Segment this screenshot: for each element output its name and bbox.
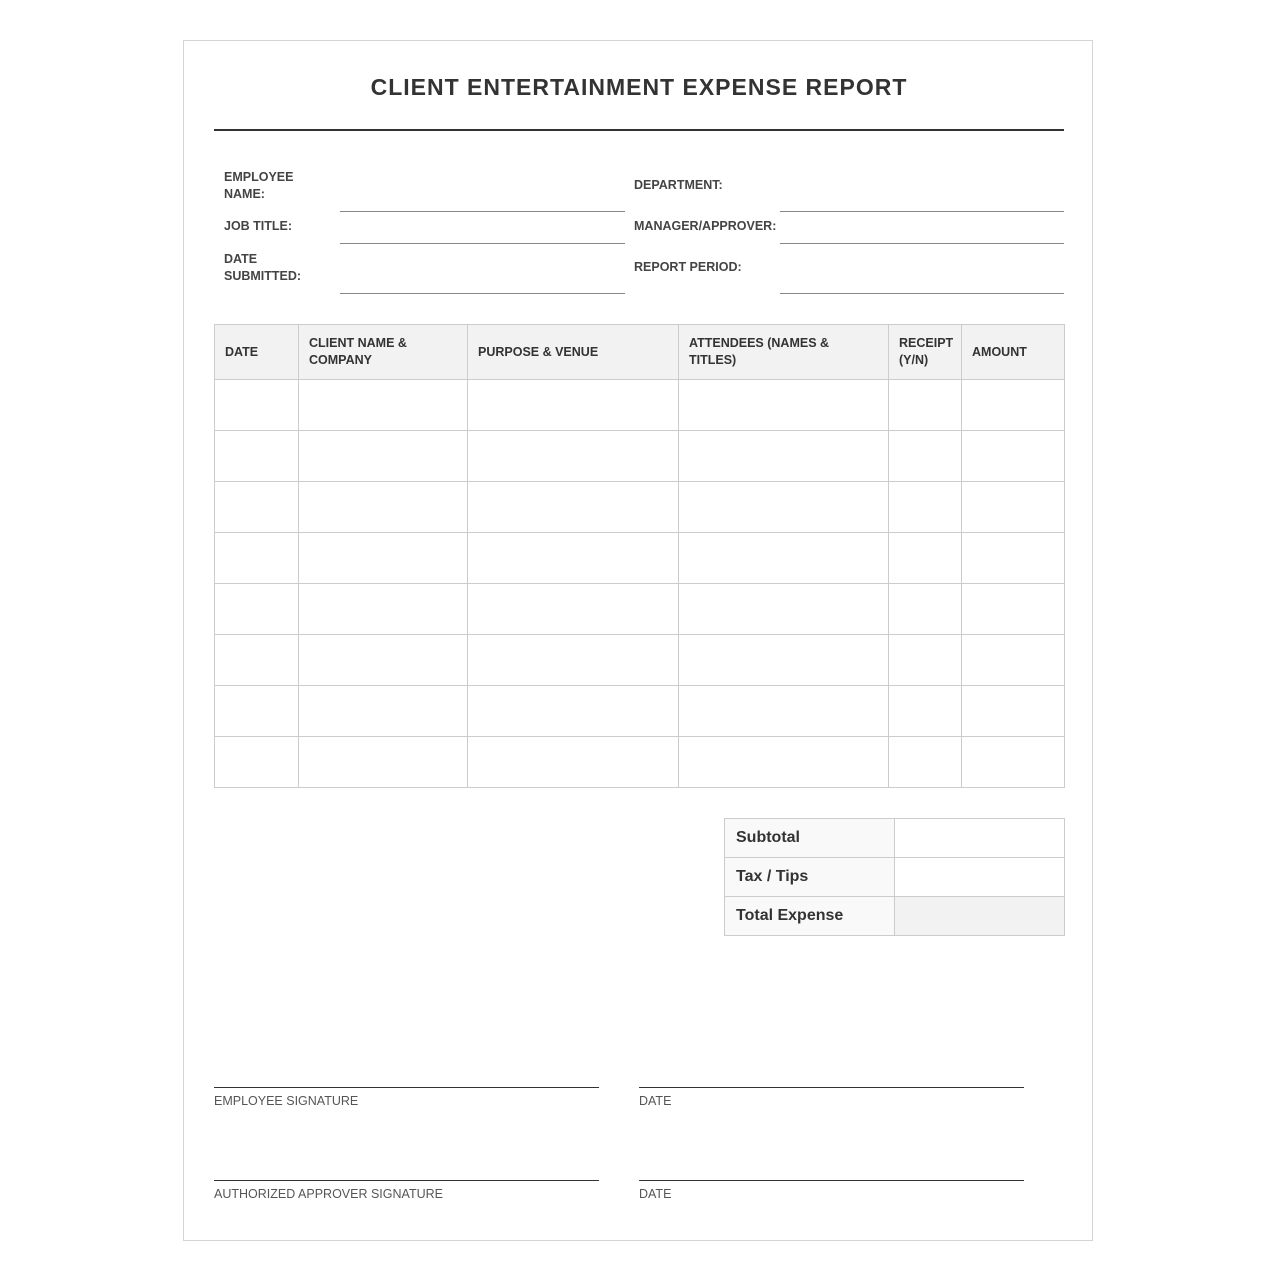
attendees-cell[interactable]	[679, 380, 889, 431]
receipt-cell[interactable]	[889, 431, 962, 482]
column-header-amount: AMOUNT	[962, 325, 1065, 380]
table-row	[215, 431, 1065, 482]
expense-report-page	[183, 40, 1093, 1241]
manager-approver-field[interactable]	[780, 243, 1064, 244]
purpose-cell[interactable]	[468, 482, 679, 533]
tax-tips-label: Tax / Tips	[725, 858, 895, 897]
employee-name-field[interactable]	[340, 211, 625, 212]
receipt-cell[interactable]	[889, 635, 962, 686]
approver-date-label: DATE	[639, 1187, 672, 1201]
amount-cell[interactable]	[962, 431, 1065, 482]
date-submitted-field[interactable]	[340, 293, 625, 294]
client-cell[interactable]	[299, 737, 468, 788]
column-header-date: DATE	[215, 325, 299, 380]
date-cell[interactable]	[215, 380, 299, 431]
amount-cell[interactable]	[962, 635, 1065, 686]
totals-table	[724, 818, 1065, 936]
date-cell[interactable]	[215, 686, 299, 737]
title-divider	[214, 129, 1064, 131]
date-cell[interactable]	[215, 635, 299, 686]
receipt-cell[interactable]	[889, 737, 962, 788]
table-row	[215, 533, 1065, 584]
client-cell[interactable]	[299, 380, 468, 431]
employee-name-label: EMPLOYEE NAME:	[224, 170, 294, 201]
table-row	[215, 584, 1065, 635]
receipt-cell[interactable]	[889, 686, 962, 737]
client-cell[interactable]	[299, 431, 468, 482]
attendees-cell[interactable]	[679, 686, 889, 737]
employee-signature-line[interactable]	[214, 1087, 599, 1088]
job-title-field[interactable]	[340, 243, 625, 244]
tax-tips-value[interactable]	[895, 858, 1065, 897]
employee-signature-label: EMPLOYEE SIGNATURE	[214, 1094, 359, 1108]
manager-approver-label: MANAGER/APPROVER:	[634, 219, 777, 233]
table-row	[215, 635, 1065, 686]
purpose-cell[interactable]	[468, 584, 679, 635]
purpose-cell[interactable]	[468, 737, 679, 788]
subtotal-value[interactable]	[895, 819, 1065, 858]
receipt-cell[interactable]	[889, 584, 962, 635]
table-row	[215, 380, 1065, 431]
date-submitted-label: DATE SUBMITTED:	[224, 252, 302, 283]
department-label: DEPARTMENT:	[634, 178, 723, 192]
amount-cell[interactable]	[962, 533, 1065, 584]
amount-cell[interactable]	[962, 380, 1065, 431]
tax-tips-row	[725, 858, 1065, 897]
department-field[interactable]	[780, 211, 1064, 212]
purpose-cell[interactable]	[468, 431, 679, 482]
purpose-cell[interactable]	[468, 533, 679, 584]
employee-date-label: DATE	[639, 1094, 672, 1108]
attendees-cell[interactable]	[679, 737, 889, 788]
expense-table	[214, 324, 1065, 788]
column-header-purpose: PURPOSE & VENUE	[468, 325, 679, 380]
page-title: CLIENT ENTERTAINMENT EXPENSE REPORT	[370, 74, 908, 100]
amount-cell[interactable]	[962, 584, 1065, 635]
approver-date-line[interactable]	[639, 1180, 1024, 1181]
date-cell[interactable]	[215, 533, 299, 584]
table-row	[215, 482, 1065, 533]
amount-cell[interactable]	[962, 482, 1065, 533]
date-cell[interactable]	[215, 584, 299, 635]
purpose-cell[interactable]	[468, 686, 679, 737]
amount-cell[interactable]	[962, 737, 1065, 788]
client-cell[interactable]	[299, 584, 468, 635]
attendees-cell[interactable]	[679, 431, 889, 482]
job-title-label: JOB TITLE:	[224, 219, 293, 233]
employee-date-line[interactable]	[639, 1087, 1024, 1088]
total-expense-row	[725, 897, 1065, 936]
report-period-label: REPORT PERIOD:	[634, 260, 742, 274]
purpose-cell[interactable]	[468, 380, 679, 431]
attendees-cell[interactable]	[679, 482, 889, 533]
date-cell[interactable]	[215, 482, 299, 533]
subtotal-row	[725, 819, 1065, 858]
purpose-cell[interactable]	[468, 635, 679, 686]
receipt-cell[interactable]	[889, 533, 962, 584]
column-header-client: CLIENT NAME & COMPANY	[299, 325, 468, 380]
receipt-cell[interactable]	[889, 482, 962, 533]
subtotal-label: Subtotal	[725, 819, 895, 858]
approver-signature-line[interactable]	[214, 1180, 599, 1181]
date-cell[interactable]	[215, 431, 299, 482]
client-cell[interactable]	[299, 686, 468, 737]
column-header-attendees: ATTENDEES (NAMES & TITLES)	[679, 325, 889, 380]
client-cell[interactable]	[299, 533, 468, 584]
table-row	[215, 686, 1065, 737]
date-cell[interactable]	[215, 737, 299, 788]
receipt-cell[interactable]	[889, 380, 962, 431]
column-header-receipt: RECEIPT (Y/N)	[889, 325, 962, 380]
attendees-cell[interactable]	[679, 635, 889, 686]
attendees-cell[interactable]	[679, 584, 889, 635]
approver-signature-label: AUTHORIZED APPROVER SIGNATURE	[214, 1187, 443, 1201]
client-cell[interactable]	[299, 482, 468, 533]
report-period-field[interactable]	[780, 293, 1064, 294]
attendees-cell[interactable]	[679, 533, 889, 584]
total-expense-value[interactable]	[895, 897, 1065, 936]
amount-cell[interactable]	[962, 686, 1065, 737]
client-cell[interactable]	[299, 635, 468, 686]
table-row	[215, 737, 1065, 788]
total-expense-label: Total Expense	[725, 897, 895, 936]
table-header-row	[215, 325, 1065, 380]
